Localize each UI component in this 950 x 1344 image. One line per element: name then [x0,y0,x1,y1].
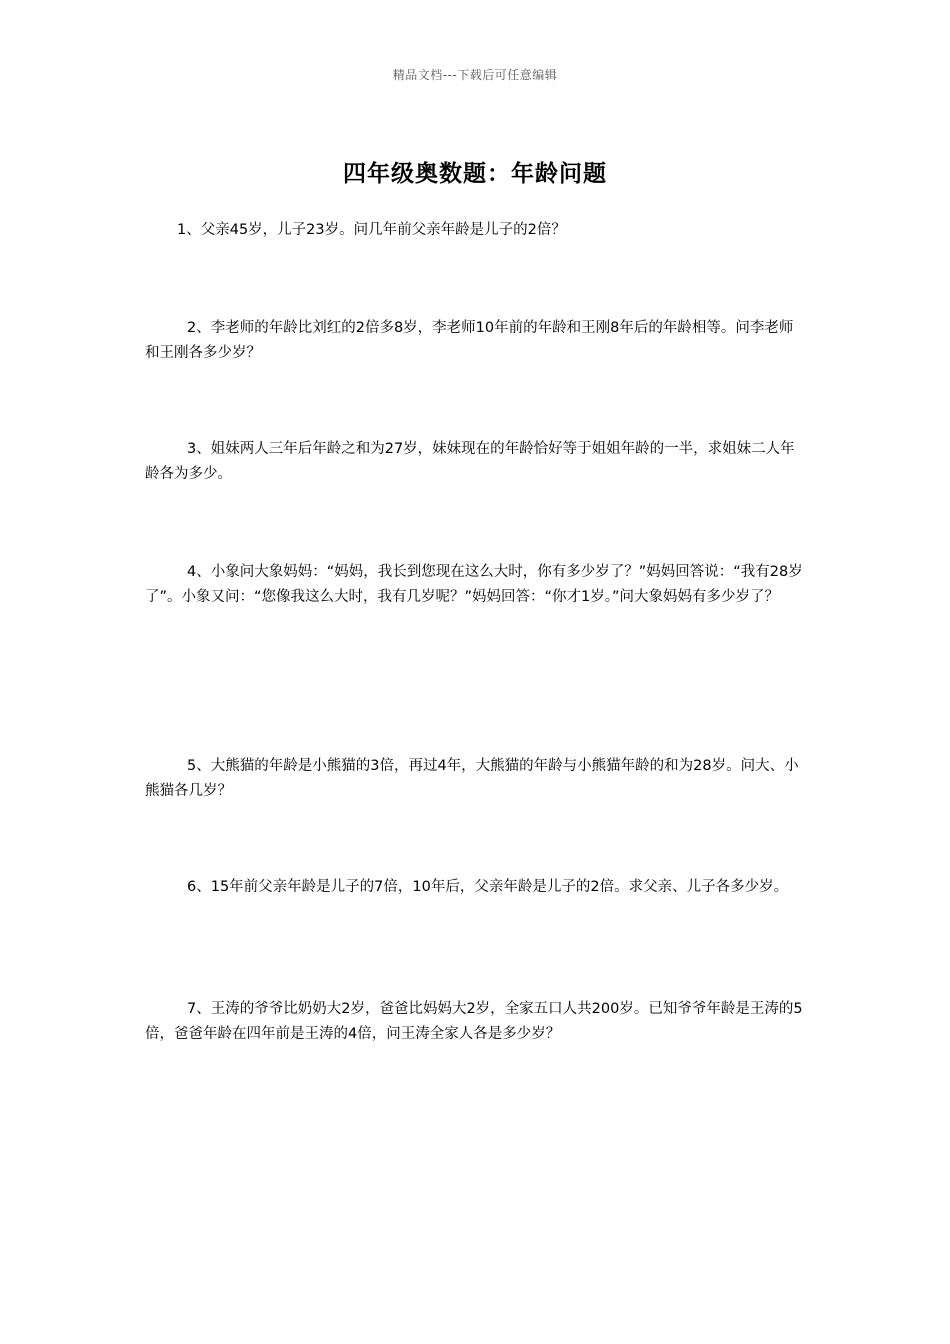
question-1: 1、父亲45岁，儿子23岁。问几年前父亲年龄是儿子的2倍？ [177,222,566,238]
question-4: 4、小象问大象妈妈：“妈妈，我长到您现在这么大时，你有多少岁了？”妈妈回答说：“我有28岁了”。小象又问：“您像我这么大时，我有几岁呢？”妈妈回答：“你才1岁。”问大象妈妈有多少岁了？ [145,564,803,605]
document-title: 四年级奥数题：年龄问题 [343,161,607,187]
page-header-note: 精品文档---下载后可任意编辑 [392,68,558,82]
question-2: 2、李老师的年龄比刘红的2倍多8岁，李老师10年前的年龄和王刚8年后的年龄相等。问李老师和王刚各多少岁？ [145,320,794,361]
question-3: 3、姐妹两人三年后年龄之和为27岁，妹妹现在的年龄恰好等于姐姐年龄的一半，求姐妹二人年龄各为多少。 [145,441,795,482]
question-5: 5、大熊猫的年龄是小熊猫的3倍，再过4年，大熊猫的年龄与小熊猫年龄的和为28岁。问大、小熊猫各几岁？ [145,758,799,799]
question-6: 6、15年前父亲年龄是儿子的7倍，10年后，父亲年龄是儿子的2倍。求父亲、儿子各多少岁。 [187,879,789,895]
question-7: 7、王涛的爷爷比奶奶大2岁，爸爸比妈妈大2岁，全家五口人共200岁。已知爷爷年龄是王涛的5倍，爸爸年龄在四年前是王涛的4倍，问王涛全家人各是多少岁？ [145,1001,803,1042]
